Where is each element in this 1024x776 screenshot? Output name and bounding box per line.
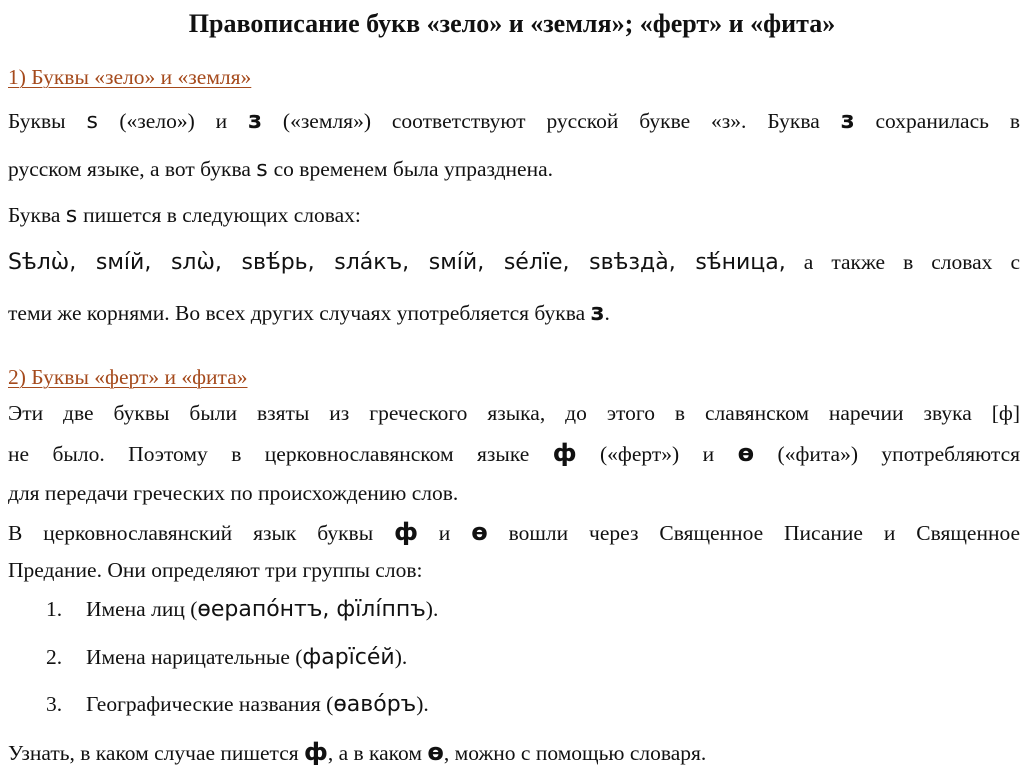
section2-paragraph2-line1: [8, 517, 1020, 548]
fert-letter: ф: [394, 518, 418, 546]
zemlya-letter: з: [590, 298, 605, 326]
list-item: [46, 594, 438, 625]
section2-heading-text: 2) Буквы «ферт» и «фита»: [8, 365, 248, 389]
list-text: Имена нарицательные (: [86, 645, 303, 669]
text-span: .: [604, 301, 610, 325]
text-span: Буква: [8, 203, 61, 227]
list-end: ).: [425, 597, 439, 621]
fert-letter: ф: [552, 439, 577, 467]
zemlya-letter: з: [248, 106, 262, 134]
text-span: теми же корнями. Во всех других случаях употребляется буква: [8, 301, 586, 325]
zelo-letter: ѕ: [86, 109, 99, 134]
text-span: , можно с помощью словаря.: [443, 741, 707, 765]
zelo-letter: ѕ: [65, 203, 78, 228]
section1-paragraph1-line2: [8, 154, 1020, 185]
section1-paragraph3: [8, 297, 1020, 328]
text-span: а также в словах с: [803, 250, 1020, 274]
section1-paragraph2: [8, 200, 1020, 231]
list-number: 2.: [46, 645, 63, 669]
fert-letter: ф: [304, 738, 328, 766]
list-item: [46, 689, 429, 720]
section1-heading-text: 1) Буквы «зело» и «земля»: [8, 65, 252, 88]
list-item: [46, 642, 407, 673]
text-span: («фита») употребляются: [777, 442, 1020, 466]
text-span: вошли через Священное Писание и Священное: [508, 521, 1021, 545]
zemlya-letter: з: [840, 106, 855, 134]
fita-letter: ѳ: [737, 439, 755, 467]
section2-paragraph1-line2: [8, 438, 1020, 469]
page-title: Правописание букв «зело» и «земля»; «ферт» и «фита»: [188, 9, 836, 38]
fita-letter: ѳ: [427, 738, 444, 766]
church-slavonic-words: фарїсе́й: [302, 645, 395, 670]
text-span: пишется в следующих словах:: [83, 203, 361, 227]
text-span: («ферт») и: [600, 442, 715, 466]
section2-paragraph1-line3: для передачи греческих по происхождению слов.: [8, 481, 459, 505]
church-slavonic-words: Ѕѣлѡ̀, ѕмі́й, ѕлѡ̀, ѕвѣ́рь, ѕла́къ, ѕмі́й, ѕе́лїе, ѕвѣзда̀, ѕѣ́ница,: [8, 250, 786, 275]
section1-paragraph1-line1: [8, 105, 1020, 137]
text-span: сохранилась в: [875, 109, 1021, 133]
list-end: ).: [394, 645, 408, 669]
list-end: ).: [416, 692, 429, 716]
church-slavonic-words: ѳаво́ръ: [333, 692, 417, 717]
section1-heading: [8, 62, 1020, 88]
section2-heading: [8, 362, 1020, 392]
text-span: русском языке, а вот буква: [8, 157, 251, 181]
fita-letter: ѳ: [471, 518, 488, 546]
text-span: Буквы: [8, 109, 66, 133]
list-number: 1.: [46, 597, 63, 621]
text-span: не было. Поэтому в церковнославянском языке: [8, 442, 530, 466]
zelo-letter: ѕ: [256, 157, 269, 182]
text-span: со временем была упразднена.: [273, 157, 554, 181]
text-span: («земля») соответствуют русской букве «з». Буква: [282, 109, 820, 133]
text-span: и: [438, 521, 451, 545]
text-span: («зело») и: [119, 109, 228, 133]
text-span: , а в каком: [327, 741, 422, 765]
text-span: В церковнославянский язык буквы: [8, 521, 374, 545]
list-text: Имена лиц (: [86, 597, 198, 621]
zelo-words-line: [8, 247, 1020, 278]
section2-paragraph2-line2: Предание. Они определяют три группы слов:: [8, 558, 423, 582]
list-text: Географические названия (: [86, 692, 334, 716]
section2-paragraph1-line1: Эти две буквы были взяты из греческого языка, до этого в славянском наречии звука [ф]: [8, 401, 1020, 425]
closing-paragraph: [8, 737, 1020, 768]
church-slavonic-words: ѳерапо́нтъ, фїлі́ппъ: [197, 597, 426, 622]
text-span: Узнать, в каком случае пишется: [8, 741, 299, 765]
list-number: 3.: [46, 692, 63, 716]
